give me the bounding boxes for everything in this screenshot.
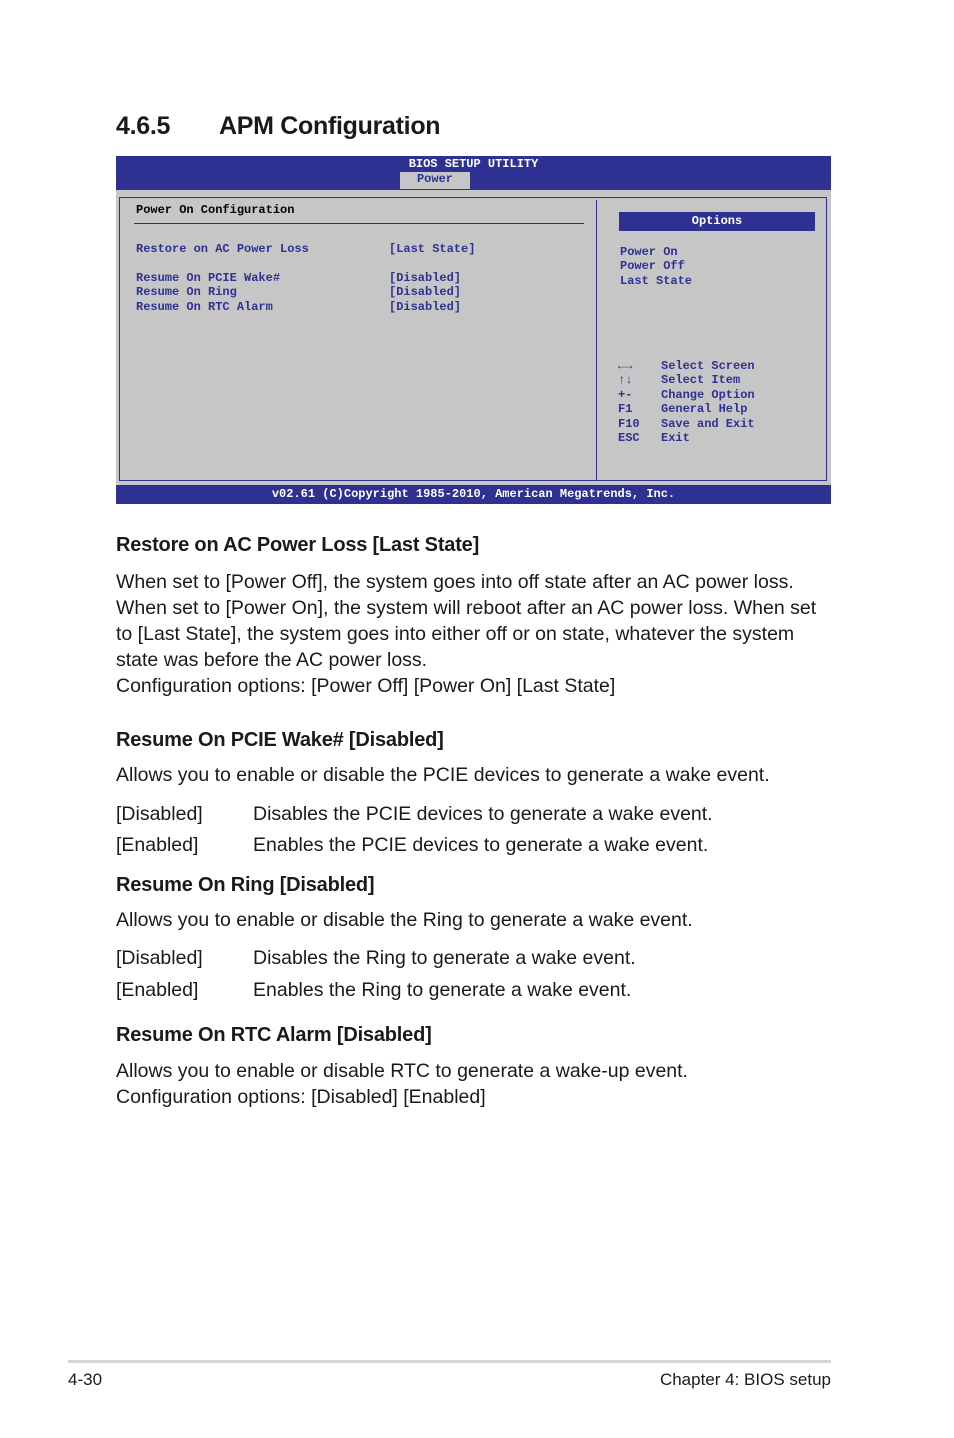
paragraph-line: Allows you to enable or disable RTC to generate a wake-up event. [116, 1060, 688, 1082]
key-action: General Help [661, 402, 748, 416]
key-action: Save and Exit [661, 417, 755, 431]
bios-item-label: Restore on AC Power Loss [136, 242, 309, 256]
paragraph-line: When set to [Power Off], the system goes into off state after an AC power loss. [116, 571, 794, 593]
option-desc: Disables the Ring to generate a wake event. [253, 947, 636, 969]
bios-item-value: [Disabled] [389, 271, 462, 285]
option-row [116, 834, 708, 857]
key-name: +- [618, 388, 633, 402]
heading-resume-ring: Resume On Ring [Disabled] [116, 874, 375, 896]
bios-header [116, 156, 831, 190]
section-number: 4.6.5 [116, 112, 171, 140]
panel-title: Power On Configuration [136, 203, 295, 217]
key-help-row [618, 373, 740, 387]
bios-screenshot [116, 156, 831, 504]
bios-item-value: [Last State] [389, 242, 476, 256]
section-title [116, 112, 440, 141]
option-power-off[interactable]: Power Off [620, 259, 685, 273]
key-action: Exit [661, 431, 690, 445]
option-last-state[interactable]: Last State [620, 274, 693, 288]
bios-item-label: Resume On Ring [136, 285, 237, 299]
bios-item-resume-rtc-alarm[interactable] [136, 300, 461, 314]
heading-resume-pcie-wake: Resume On PCIE Wake# [Disabled] [116, 729, 444, 751]
paragraph-line: Allows you to enable or disable the Ring to generate a wake event. [116, 909, 693, 931]
paragraph-line: Allows you to enable or disable the PCIE devices to generate a wake event. [116, 764, 770, 786]
key-help-row [618, 402, 747, 416]
option-row [116, 979, 631, 1002]
key-help-row [618, 359, 755, 373]
footer-divider [68, 1360, 831, 1363]
key-help-row [618, 388, 755, 402]
key-name: F1 [618, 402, 633, 416]
bios-frame [119, 197, 827, 481]
up-down-arrows-icon: ↑↓ [618, 373, 633, 387]
rtc-description [116, 1058, 836, 1110]
heading-resume-rtc-alarm: Resume On RTC Alarm [Disabled] [116, 1024, 432, 1046]
key-name: F10 [618, 417, 640, 431]
panel-separator [596, 200, 597, 480]
bios-item-value: [Disabled] [389, 300, 462, 314]
left-right-arrows-icon: ←→ [618, 359, 633, 373]
option-desc: Enables the PCIE devices to generate a wake event. [253, 834, 709, 856]
key-action: Select Item [661, 373, 741, 387]
option-desc: Disables the PCIE devices to generate a wake event. [253, 803, 713, 825]
bios-item-resume-pcie-wake[interactable] [136, 271, 461, 285]
key-help-row [618, 431, 690, 445]
key-help-row [618, 417, 755, 431]
chapter-label: Chapter 4: BIOS setup [659, 1370, 831, 1389]
option-term: [Enabled] [116, 834, 199, 856]
paragraph-line: state was before the AC power loss. [116, 649, 428, 671]
paragraph-line: When set to [Power On], the system will reboot after an AC power loss. When set [116, 597, 817, 619]
bios-item-restore-ac-power-loss[interactable] [136, 242, 475, 256]
bios-item-resume-ring[interactable] [136, 285, 461, 299]
option-row [116, 803, 713, 826]
tab-power[interactable]: Power [400, 172, 470, 189]
bios-footer: v02.61 (C)Copyright 1985-2010, American Megatrends, Inc. [116, 485, 831, 504]
option-term: [Disabled] [116, 947, 203, 969]
paragraph-line: to [Last State], the system goes into either off or on state, whatever the system [116, 623, 795, 645]
paragraph-line: Configuration options: [Power Off] [Power On] [Last State] [116, 675, 616, 697]
key-action: Select Screen [661, 359, 755, 373]
option-term: [Disabled] [116, 803, 203, 825]
section-title-text: APM Configuration [219, 112, 441, 140]
option-row [116, 947, 636, 970]
key-name: ESC [618, 431, 640, 445]
options-header: Options [619, 212, 815, 231]
page-number: 4-30 [68, 1370, 103, 1389]
heading-restore-ac-power-loss: Restore on AC Power Loss [Last State] [116, 534, 480, 556]
bios-item-value: [Disabled] [389, 285, 462, 299]
panel-divider [134, 223, 584, 224]
bios-item-label: Resume On PCIE Wake# [136, 271, 281, 285]
option-desc: Enables the Ring to generate a wake event. [253, 979, 632, 1001]
ring-description [116, 907, 836, 933]
option-power-on[interactable]: Power On [620, 245, 678, 259]
bios-title: BIOS SETUP UTILITY [408, 157, 539, 171]
key-action: Change Option [661, 388, 755, 402]
pcie-description [116, 762, 836, 788]
restore-description [116, 569, 836, 699]
paragraph-line: Configuration options: [Disabled] [Enabled] [116, 1086, 486, 1108]
bios-item-label: Resume On RTC Alarm [136, 300, 273, 314]
option-term: [Enabled] [116, 979, 199, 1001]
